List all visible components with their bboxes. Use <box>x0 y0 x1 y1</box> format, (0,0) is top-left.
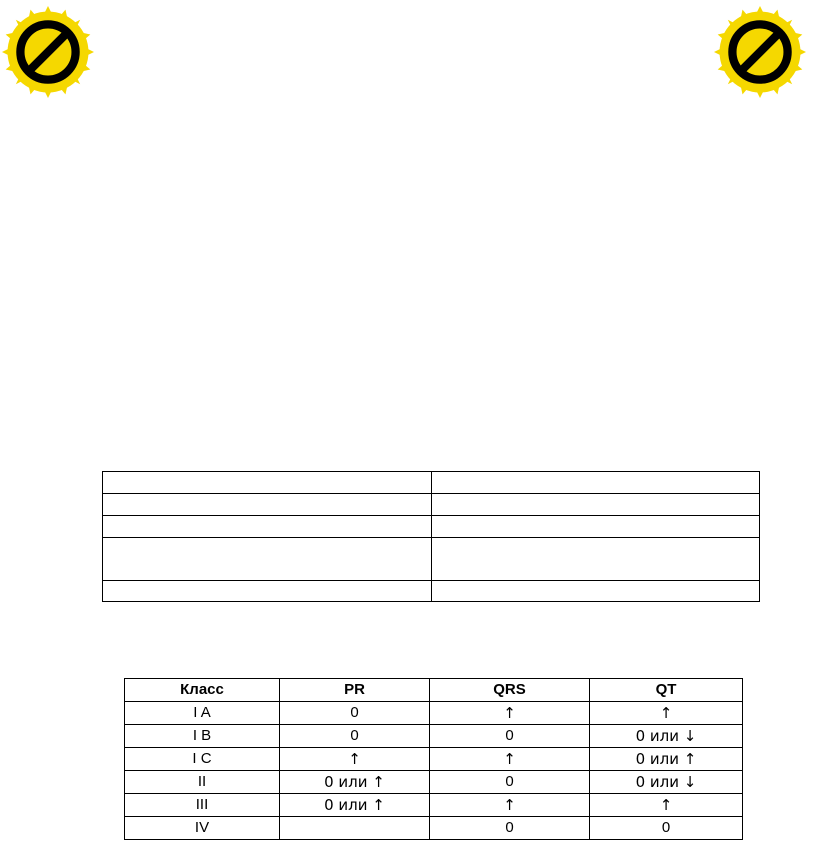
cell-pr: 0 <box>280 725 430 748</box>
cell-qrs: ↑ <box>430 794 590 817</box>
cell-qt: ↑ <box>590 794 743 817</box>
cell-qrs: ↑ <box>430 702 590 725</box>
cell-qt: ↑ <box>590 702 743 725</box>
table-row <box>125 725 743 748</box>
table-row <box>125 771 743 794</box>
cell-class: II <box>125 771 280 794</box>
no-entry-badge-icon-right <box>714 6 806 98</box>
cell-class: I C <box>125 748 280 771</box>
cell-qrs: 0 <box>430 725 590 748</box>
table-row <box>125 794 743 817</box>
cell-class: III <box>125 794 280 817</box>
table-row <box>125 702 743 725</box>
table-cell <box>431 581 760 602</box>
antiarrhythmic-class-table <box>124 678 743 840</box>
cell-qt: 0 <box>590 817 743 840</box>
header-pr: PR <box>280 679 430 702</box>
cell-qrs: 0 <box>430 771 590 794</box>
table-row <box>103 472 760 494</box>
table-row <box>125 817 743 840</box>
cell-qrs: 0 <box>430 817 590 840</box>
cell-qt: 0 или ↑ <box>590 748 743 771</box>
table-row <box>103 581 760 602</box>
cell-pr <box>280 817 430 840</box>
cell-pr: ↑ <box>280 748 430 771</box>
cell-qrs: ↑ <box>430 748 590 771</box>
cell-pr: 0 или ↑ <box>280 771 430 794</box>
header-qrs: QRS <box>430 679 590 702</box>
cell-qt: 0 или ↓ <box>590 771 743 794</box>
table-cell <box>431 516 760 538</box>
cell-qt: 0 или ↓ <box>590 725 743 748</box>
table-cell <box>103 494 432 516</box>
cell-class: I A <box>125 702 280 725</box>
table-cell <box>431 538 760 581</box>
table-row <box>125 748 743 771</box>
table-cell <box>103 581 432 602</box>
table-header-row <box>125 679 743 702</box>
header-qt: QT <box>590 679 743 702</box>
cell-class: IV <box>125 817 280 840</box>
empty-ruled-table <box>102 471 760 602</box>
header-class: Класс <box>125 679 280 702</box>
table-cell <box>103 538 432 581</box>
table-row <box>103 516 760 538</box>
table-cell <box>431 494 760 516</box>
table-cell <box>103 516 432 538</box>
cell-pr: 0 или ↑ <box>280 794 430 817</box>
no-entry-badge-icon-left <box>2 6 94 98</box>
table-cell <box>103 472 432 494</box>
table-row <box>103 494 760 516</box>
table-cell <box>431 472 760 494</box>
cell-pr: 0 <box>280 702 430 725</box>
cell-class: I B <box>125 725 280 748</box>
table-row <box>103 538 760 581</box>
